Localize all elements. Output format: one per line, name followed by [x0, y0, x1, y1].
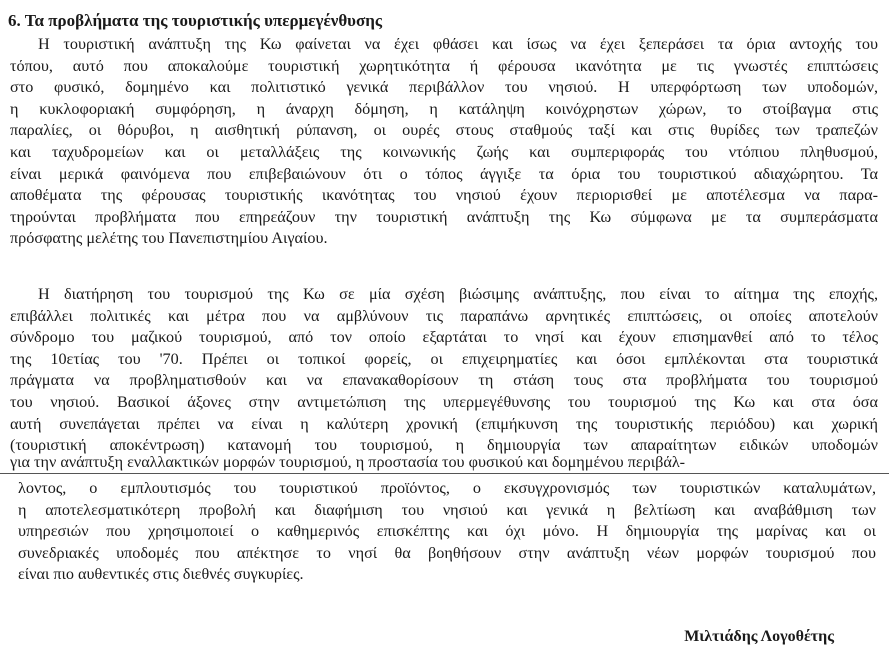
text-line: και ταχυδρομείων και οι μεταλλάξεις της κοινωνικής ζωής και συμπεριφοράς του ντόπιου πληθυσμού,: [10, 142, 878, 161]
text-line: συνεδριακές υποδομές που απέκτησε το νησί θα βοηθήσουν στην ανάπτυξη νέων μορφών τουρισμού που: [18, 543, 876, 562]
paragraph-1: [10, 34, 878, 250]
text-line: αυτή συνεπάγεται πρέπει να είναι η καλύτερη χρονική (επιμήκυνση της τουριστικής περιόδου) και χωρική: [10, 414, 878, 433]
paragraph-2: [10, 284, 878, 457]
text-line: είναι πιο αυθεντικές στις διεθνές συγκυρίες.: [18, 565, 304, 584]
text-line: Η τουριστική ανάπτυξη της Κω φαίνεται να έχει φθάσει και ίσως να έχει ξεπεράσει τα όρια αντοχής του: [38, 35, 878, 53]
text-line: του νησιού. Βασικοί άξονες στην αντιμετώπιση της υπερμεγέθυνσης του τουρισμού της Κω και στα όσα: [10, 392, 878, 411]
text-line: λοντος, ο εμπλουτισμός του τουριστικού προϊόντος, ο εκσυγχρονισμός των τουριστικών καταλυμάτων,: [18, 479, 876, 497]
text-line: πράγματα να προβληματισθούν και να επανακαθορίσουν τη στάση τους στα προβλήματα του τουρισμού: [10, 371, 878, 390]
text-line: αποθέματα της φέρουσας τουριστικής ικανότητας του νησιού έχουν περιορισθεί με αποτέλεσμα να παρα-: [10, 186, 878, 205]
paragraph-3: [18, 478, 876, 586]
text-line: είναι μερικά φαινόμενα που επιβεβαιώνουν ότι ο τόπος άγγιξε τα όρια του τουριστικού αδιαχώρητου. Τα: [10, 164, 878, 183]
text-line: Η διατήρηση του τουρισμού της Κω σε μία σχέση βιώσιμης ανάπτυξης, που είναι το αίτημα της εποχής,: [38, 285, 878, 303]
text-line: (τουριστική αποκέντρωση) κατανομή του τουρισμού, η δημιουργία των απαραίτητων ειδικών υποδομών: [10, 436, 878, 455]
page-cut-divider: [0, 473, 889, 474]
author-signature: Μιλτιάδης Λογοθέτης: [684, 628, 834, 645]
text-line: τόπου, αυτό που αποκαλούμε τουριστική χωρητικότητα ή φέρουσα ικανότητα με τις γνωστές επιπτώσεις: [10, 56, 878, 75]
text-line: στο φυσικό, δομημένο και πολιτιστικό γενικά περιβάλλον του νησιού. Η υπερφόρτωση των υποδομών,: [10, 78, 878, 97]
text-line: της 10ετίας του '70. Πρέπει οι τοπικοί φορείς, οι επιχειρηματίες και όσοι εμπλέκονται στα τουριστικά: [10, 349, 878, 368]
text-line: για την ανάπτυξη εναλλακτικών μορφών τουρισμού, η προστασία του φυσικού και δομημένου περιβάλ-: [10, 453, 686, 471]
text-line: η αποτελεσματικότερη προβολή και διαφήμιση του νησιού και γενικά η βελτίωση και αναβάθμιση των: [18, 500, 876, 519]
text-line: σύνδρομο του μαζικού τουρισμού, από τον οποίο εξαρτάται το νησί και έχουν επισημανθεί από το τέλος: [10, 328, 878, 347]
text-line: υπηρεσιών που χρησιμοποιεί ο καθημερινός επισκέπτης και όχι μόνο. Η δημιουργία της μαρίνας και οι: [18, 522, 876, 541]
text-line: τηρούνται προβλήματα που επηρεάζουν την τουριστική ανάπτυξη της Κω σύμφωνα με τα συμπεράσματα: [10, 207, 878, 226]
text-line: επιβάλλει πολιτικές και μέτρα που να αμβλύνουν τις παραπάνω αρνητικές επιπτώσεις, οι οποίες αποτελούν: [10, 306, 878, 325]
article-title: 6. Τα προβλήματα της τουριστικής υπερμεγένθυσης: [8, 11, 383, 30]
text-line: πρόσφατης μελέτης του Πανεπιστημίου Αιγαίου.: [10, 229, 328, 248]
text-line: η κυκλοφοριακή συμφόρηση, η άναρχη δόμηση, η κατάληψη κοινόχρηστων χώρων, το στοίβαγμα στις: [10, 99, 878, 118]
text-line: παραλίες, οι θόρυβοι, η αισθητική ρύπανση, οι ουρές στους σταθμούς ταξί και στις θυρίδες των τραπεζών: [10, 121, 878, 140]
